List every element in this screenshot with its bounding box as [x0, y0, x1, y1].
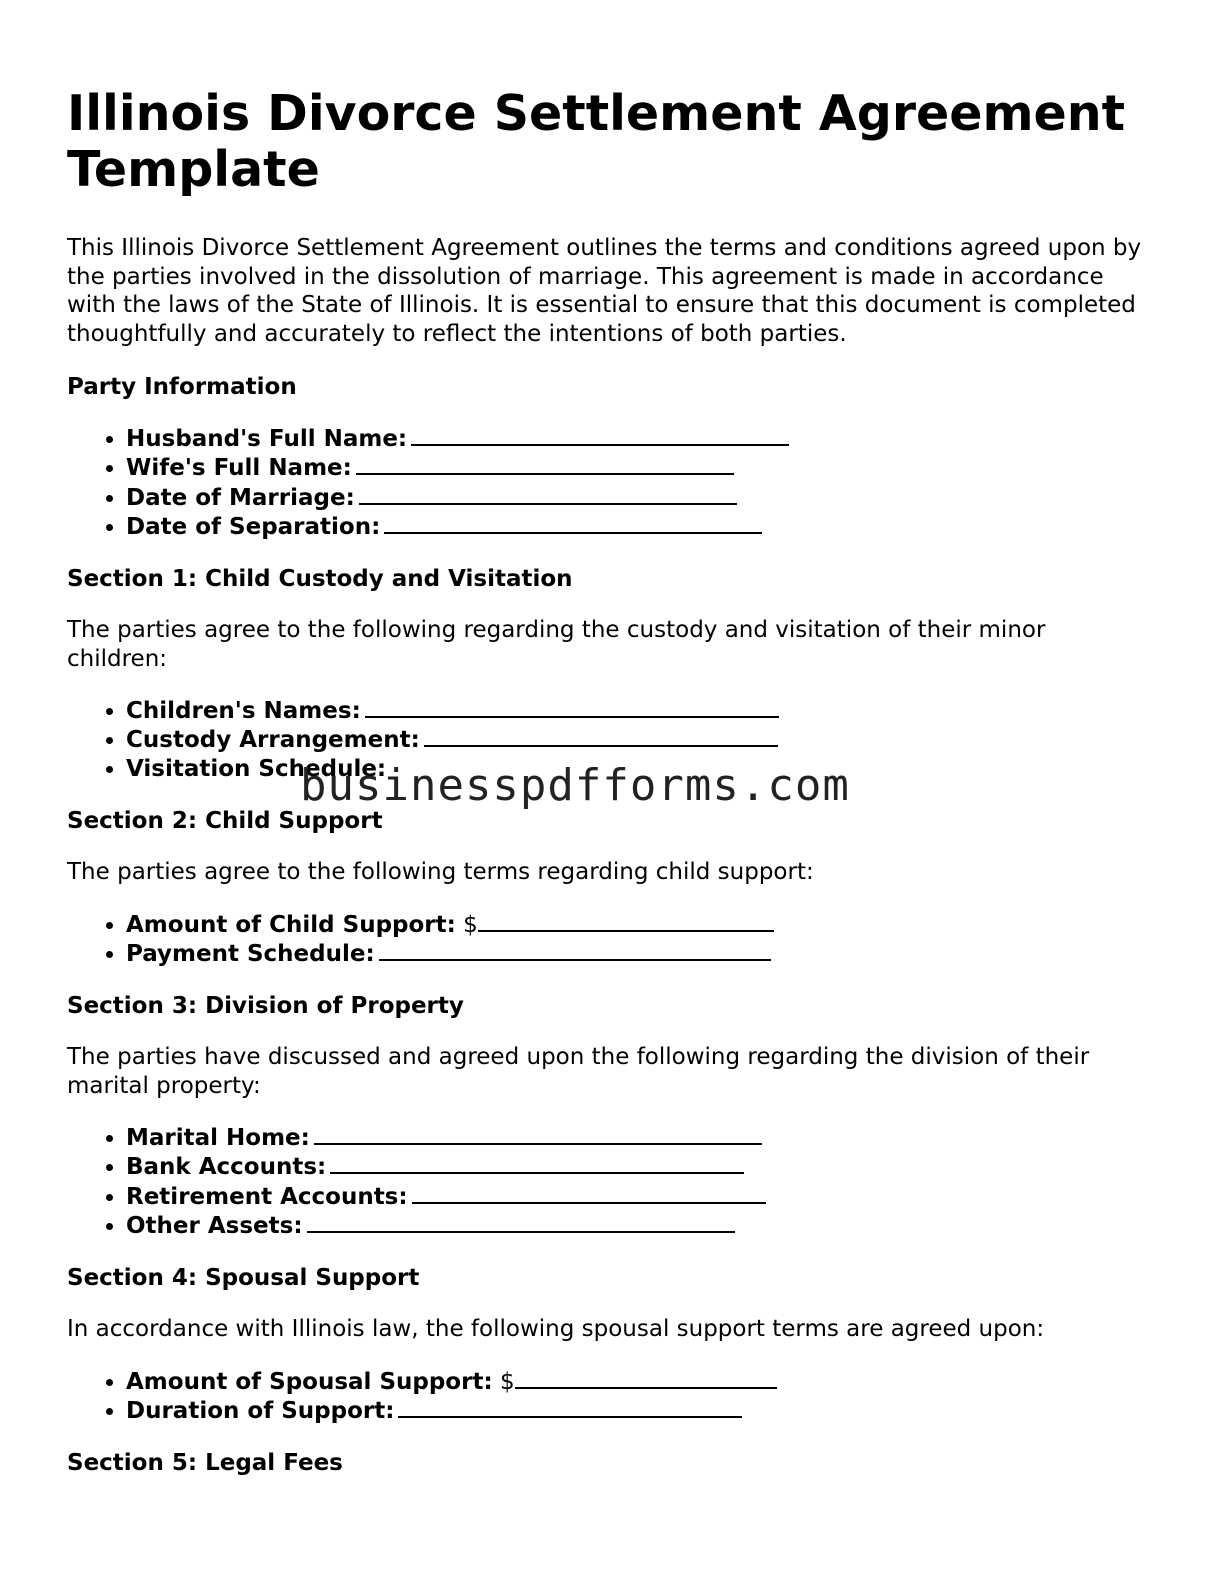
section-2-list — [67, 910, 1152, 969]
childrens-names-label: Children's Names: — [126, 698, 361, 725]
intro-paragraph: This Illinois Divorce Settlement Agreement outlines the terms and conditions agreed upon by the parties involved in the dissolution of marriage. This agreement is made in accordance with the laws of the State of Illinois. It is essential to ensure that this document is completed thoughtfully and accurately to reflect the intentions of both parties. — [67, 235, 1142, 347]
wife-name-label: Wife's Full Name: — [126, 455, 352, 482]
spousal-support-amount-label: Amount of Spousal Support: — [126, 1368, 493, 1395]
list-item — [126, 939, 1152, 968]
date-of-separation-field[interactable] — [384, 512, 762, 534]
list-item — [126, 1182, 1152, 1211]
marital-home-label: Marital Home: — [126, 1125, 310, 1152]
list-item — [126, 696, 1152, 725]
list-item — [126, 483, 1152, 512]
currency-symbol: $ — [463, 911, 478, 938]
date-of-separation-label: Date of Separation: — [126, 513, 381, 540]
childrens-names-field[interactable] — [365, 696, 779, 718]
section-4-heading: Section 4: Spousal Support — [67, 1265, 420, 1292]
list-item — [126, 1152, 1152, 1181]
section-2-text: The parties agree to the following terms regarding child support: — [67, 859, 814, 886]
husband-name-field[interactable] — [411, 424, 789, 446]
date-of-marriage-field[interactable] — [359, 483, 737, 505]
other-assets-field[interactable] — [307, 1211, 735, 1233]
party-information-heading: Party Information — [67, 374, 297, 400]
section-1-heading: Section 1: Child Custody and Visitation — [67, 566, 573, 593]
spousal-support-amount-field[interactable] — [515, 1367, 777, 1389]
party-information-list — [67, 424, 1152, 541]
child-support-amount-label: Amount of Child Support: — [126, 911, 456, 938]
payment-schedule-label: Payment Schedule: — [126, 940, 375, 967]
payment-schedule-field[interactable] — [379, 939, 771, 961]
list-item — [126, 512, 1152, 541]
watermark: businesspdfforms.com — [300, 760, 850, 811]
list-item — [126, 424, 1152, 453]
list-item — [126, 1211, 1152, 1240]
list-item — [126, 1396, 1152, 1425]
custody-arrangement-field[interactable] — [424, 725, 778, 747]
retirement-accounts-field[interactable] — [412, 1182, 766, 1204]
list-item — [126, 910, 1152, 939]
section-4-text: In accordance with Illinois law, the following spousal support terms are agreed upon: — [67, 1316, 1045, 1343]
list-item — [126, 453, 1152, 482]
document-title: Illinois Divorce Settlement Agreement Template — [67, 85, 1126, 198]
other-assets-label: Other Assets: — [126, 1213, 303, 1240]
section-2-heading: Section 2: Child Support — [67, 808, 383, 835]
husband-name-label: Husband's Full Name: — [126, 426, 408, 452]
wife-name-field[interactable] — [356, 453, 734, 475]
list-item — [126, 1123, 1152, 1152]
section-4-list — [67, 1367, 1152, 1426]
list-item — [126, 1367, 1152, 1396]
child-support-amount-field[interactable] — [478, 910, 774, 932]
section-5-heading: Section 5: Legal Fees — [67, 1450, 343, 1477]
section-3-heading: Section 3: Division of Property — [67, 993, 464, 1020]
section-3-text: The parties have discussed and agreed upon the following regarding the division of their marital property: — [67, 1044, 1090, 1099]
section-3-list — [67, 1123, 1152, 1240]
marital-home-field[interactable] — [314, 1123, 762, 1145]
visitation-schedule-label: Visitation Schedule: — [126, 755, 387, 782]
bank-accounts-field[interactable] — [330, 1152, 744, 1174]
retirement-accounts-label: Retirement Accounts: — [126, 1183, 408, 1210]
duration-of-support-field[interactable] — [398, 1396, 742, 1418]
section-1-text: The parties agree to the following regarding the custody and visitation of their minor children: — [67, 617, 1046, 672]
list-item — [126, 725, 1152, 754]
bank-accounts-label: Bank Accounts: — [126, 1154, 327, 1181]
currency-symbol: $ — [499, 1368, 515, 1395]
date-of-marriage-label: Date of Marriage: — [126, 484, 355, 511]
duration-of-support-label: Duration of Support: — [126, 1398, 395, 1425]
custody-arrangement-label: Custody Arrangement: — [126, 727, 420, 754]
